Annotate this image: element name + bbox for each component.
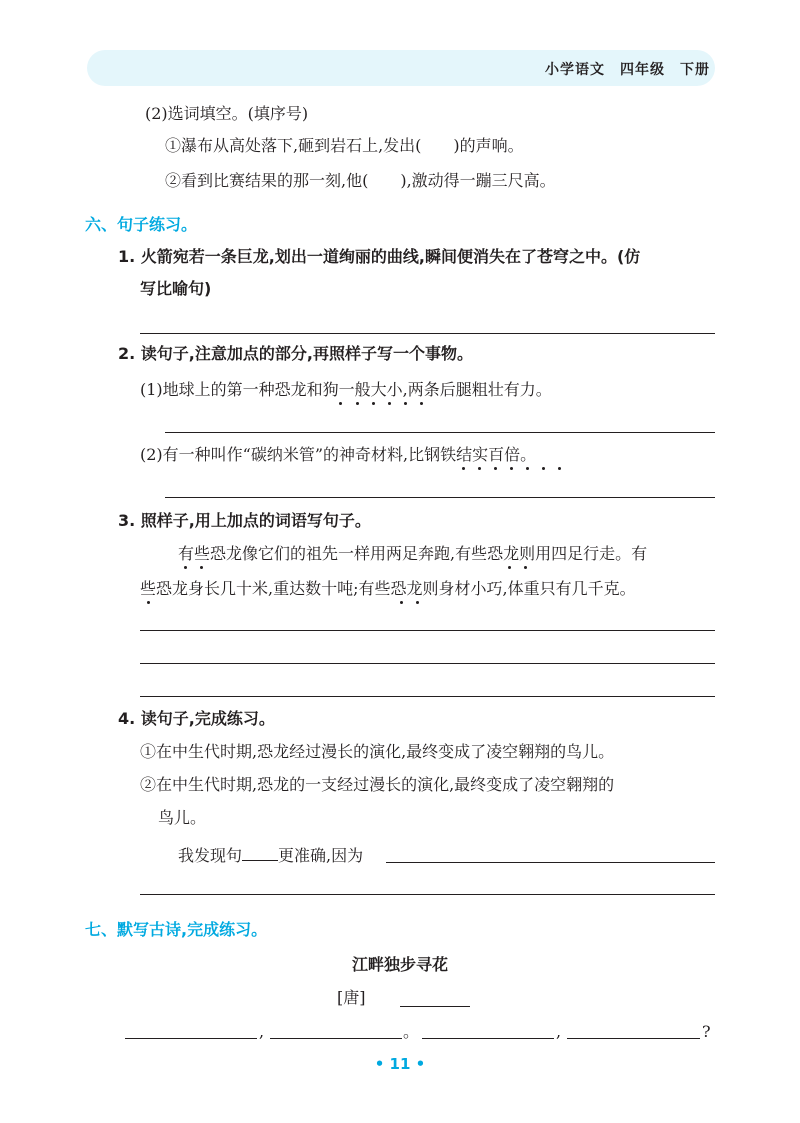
q4-prompt-part-a: 我发现句 (178, 846, 243, 865)
emphasis-dot (400, 601, 403, 604)
emphasis-dot (416, 601, 419, 604)
q1-answer-line[interactable] (140, 333, 715, 334)
emphasis-dot (372, 402, 375, 405)
q3-paragraph-line2: 些恐龙身长几十米,重达数十吨;有些恐龙则身材小巧,体重只有几千克。 (140, 579, 636, 598)
poem-line-blank-4[interactable] (567, 1038, 700, 1039)
q3-paragraph-line1: 有些恐龙像它们的祖先一样用两足奔跑,有些恐龙则用四足行走。有 (178, 544, 648, 563)
q4-sentence-2-line2: 鸟儿。 (158, 808, 207, 827)
emphasis-dot (420, 402, 423, 405)
poem-author-blank[interactable] (400, 1006, 470, 1007)
q4-sentence-1: ①在中生代时期,恐龙经过漫长的演化,最终变成了凌空翱翔的鸟儿。 (140, 742, 615, 761)
q4-answer-line[interactable] (140, 894, 715, 895)
q4-title: 4. 读句子,完成练习。 (118, 709, 275, 728)
emphasis-dot (356, 402, 359, 405)
emphasis-dot (200, 566, 203, 569)
fill-blank-item-1: ①瀑布从高处落下,砸到岩石上,发出( )的声响。 (165, 136, 524, 155)
q2-answer-line-1[interactable] (165, 432, 715, 433)
emphasis-dot (524, 566, 527, 569)
emphasis-dot (478, 467, 481, 470)
q1-text-line2: 写比喻句) (140, 279, 212, 298)
emphasis-dot (404, 402, 407, 405)
q3-answer-line-2[interactable] (140, 663, 715, 664)
emphasis-dot (542, 467, 545, 470)
q2-answer-line-2[interactable] (165, 497, 715, 498)
emphasis-dot (147, 601, 150, 604)
q3-title: 3. 照样子,用上加点的词语写句子。 (118, 511, 371, 530)
q4-sentence-number-blank[interactable] (242, 844, 278, 861)
emphasis-dot (494, 467, 497, 470)
emphasis-dot (388, 402, 391, 405)
poem-punct-4: ? (702, 1022, 711, 1041)
q4-sentence-2-line1: ②在中生代时期,恐龙的一支经过漫长的演化,最终变成了凌空翱翔的 (140, 775, 615, 794)
header-title: 小学语文 四年级 下册 (545, 62, 710, 78)
emphasis-dot (558, 467, 561, 470)
page-number: • 11 • (374, 1055, 426, 1073)
q2-sentence-2: (2)有一种叫作“碳纳米管”的神奇材料,比钢铁结实百倍。 (140, 445, 537, 464)
emphasis-dot (184, 566, 187, 569)
fill-blank-title: (2)选词填空。(填序号) (145, 104, 309, 123)
q2-sentence-1: (1)地球上的第一种恐龙和狗一般大小,两条后腿粗壮有力。 (140, 380, 552, 399)
q3-answer-line-3[interactable] (140, 696, 715, 697)
poem-line-blank-3[interactable] (422, 1038, 554, 1039)
q4-prompt (178, 844, 363, 866)
poem-punct-3: , (556, 1022, 562, 1041)
emphasis-dot (462, 467, 465, 470)
emphasis-dot (339, 402, 342, 405)
poem-dynasty: [唐] (337, 988, 366, 1007)
poem-punct-1: , (259, 1022, 265, 1041)
q3-answer-line-1[interactable] (140, 630, 715, 631)
emphasis-dot (510, 467, 513, 470)
q4-reason-line[interactable] (386, 862, 715, 863)
poem-title: 江畔独步寻花 (351, 955, 448, 974)
emphasis-dot (508, 566, 511, 569)
q2-title: 2. 读句子,注意加点的部分,再照样子写一个事物。 (118, 344, 473, 363)
poem-line-blank-2[interactable] (270, 1038, 402, 1039)
section-7-title: 七、默写古诗,完成练习。 (85, 920, 268, 939)
fill-blank-item-2: ②看到比赛结果的那一刻,他( ),激动得一蹦三尺高。 (165, 171, 556, 190)
q1-text-line1: 1. 火箭宛若一条巨龙,划出一道绚丽的曲线,瞬间便消失在了苍穹之中。(仿 (118, 247, 641, 266)
emphasis-dot (526, 467, 529, 470)
q4-prompt-part-b: 更准确,因为 (278, 846, 364, 865)
poem-line-blank-1[interactable] (125, 1038, 257, 1039)
poem-punct-2: 。 (403, 1022, 420, 1041)
section-6-title: 六、句子练习。 (85, 215, 198, 234)
